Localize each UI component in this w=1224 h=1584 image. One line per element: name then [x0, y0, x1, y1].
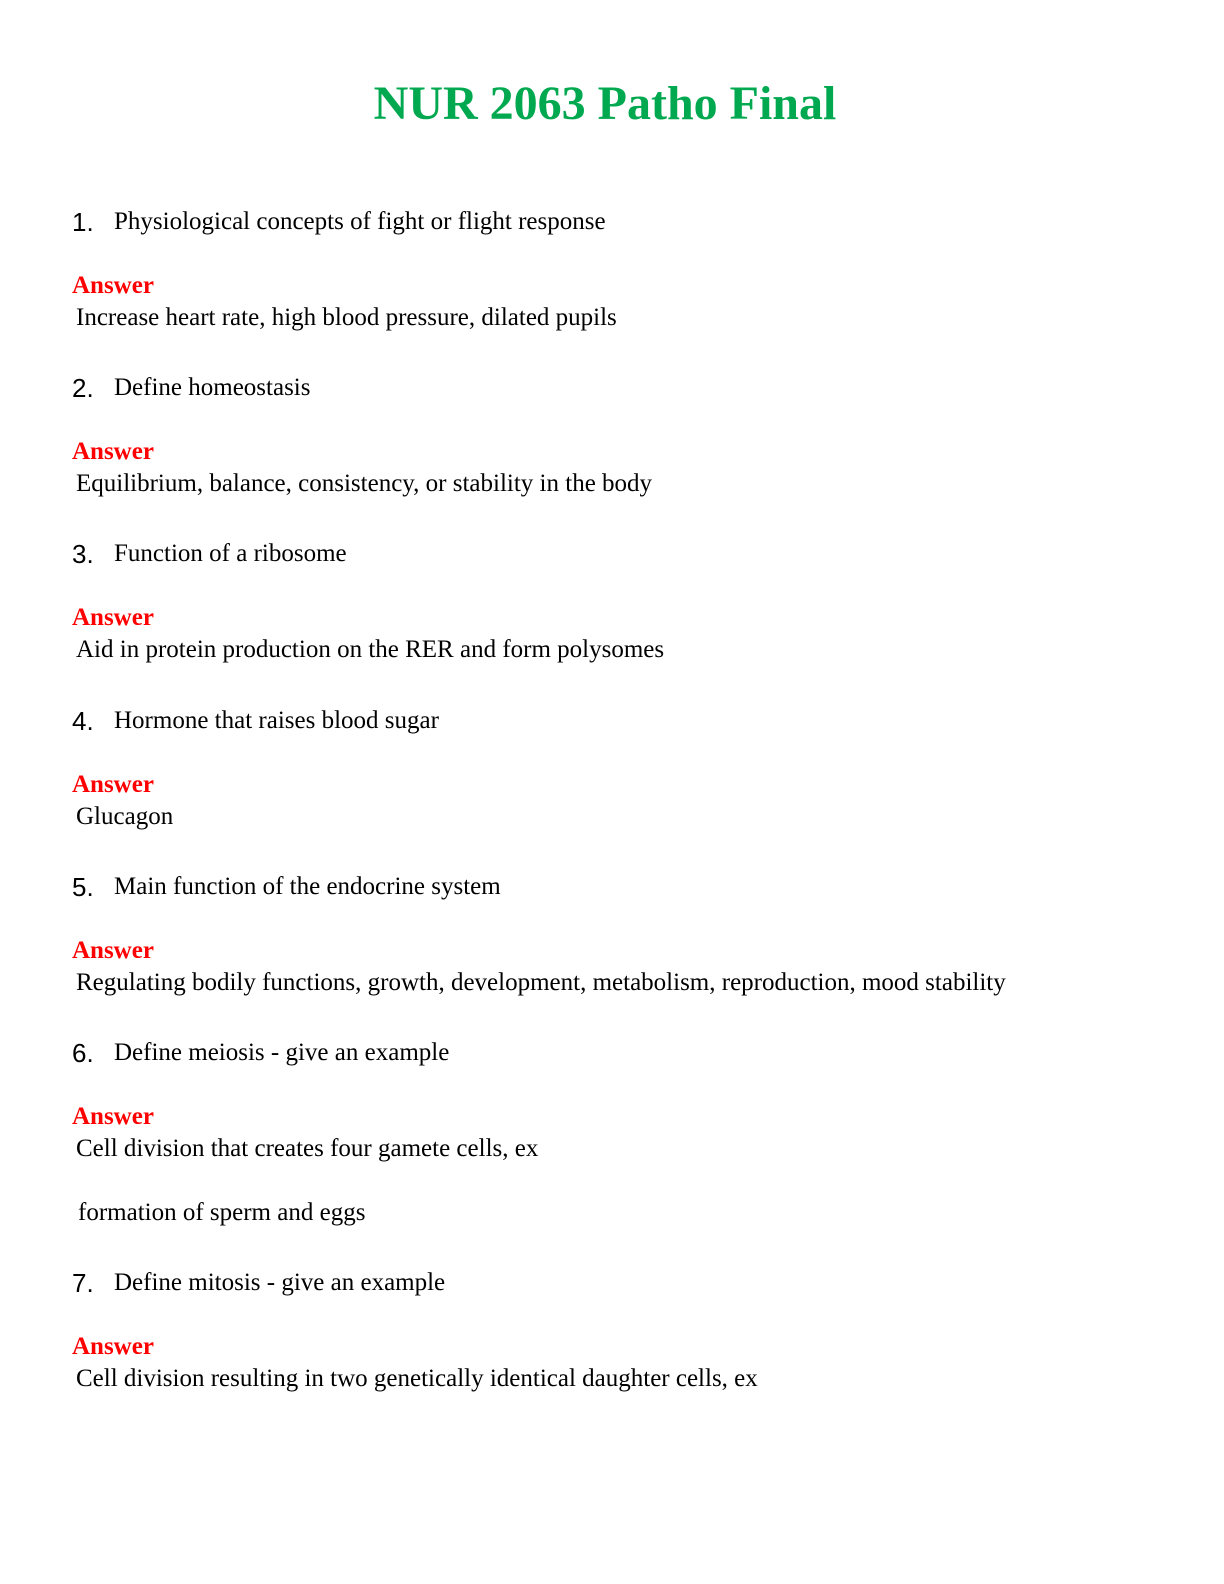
- answer-text: Regulating bodily functions, growth, development, metabolism, reproduction, mood stability: [76, 969, 1006, 996]
- answer-text: Glucagon: [76, 803, 174, 830]
- question-text: Physiological concepts of fight or flight response: [114, 208, 606, 235]
- answer-label: Answer: [72, 937, 154, 964]
- question-text: Define homeostasis: [114, 374, 311, 401]
- question-number: 2.: [72, 373, 94, 403]
- qa-item-3: [72, 536, 1172, 663]
- qa-item-1: [72, 204, 1172, 331]
- answer-text: Increase heart rate, high blood pressure, dilated pupils: [76, 304, 617, 331]
- answer-text: Equilibrium, balance, consistency, or stability in the body: [76, 470, 653, 497]
- qa-item-6: [72, 1035, 1172, 1226]
- answer-label: Answer: [72, 1103, 154, 1130]
- question: [72, 370, 1172, 406]
- question-text: Function of a ribosome: [114, 540, 347, 567]
- question-number: 6.: [72, 1038, 94, 1068]
- question: [72, 869, 1172, 905]
- question-text: Hormone that raises blood sugar: [114, 707, 439, 734]
- answer-text-continued: formation of sperm and eggs: [78, 1199, 366, 1226]
- qa-item-2: [72, 370, 1172, 497]
- qa-item-4: [72, 703, 1172, 830]
- qa-item-5: [72, 869, 1172, 996]
- answer-label: Answer: [72, 771, 154, 798]
- question-number: 5.: [72, 872, 94, 902]
- question: [72, 536, 1172, 572]
- answer-text: Cell division resulting in two genetically identical daughter cells, ex: [76, 1365, 758, 1392]
- qa-item-7: [72, 1265, 1172, 1392]
- answer-text: Aid in protein production on the RER and form polysomes: [76, 636, 665, 663]
- question-text: Main function of the endocrine system: [114, 873, 501, 900]
- question-text: Define mitosis - give an example: [114, 1269, 446, 1296]
- question: [72, 1265, 1172, 1301]
- question-number: 7.: [72, 1268, 94, 1298]
- question-number: 1.: [72, 207, 94, 237]
- answer-label: Answer: [72, 604, 154, 631]
- answer-label: Answer: [72, 438, 154, 465]
- question: [72, 1035, 1172, 1071]
- answer-label: Answer: [72, 272, 154, 299]
- question-number: 4.: [72, 706, 94, 736]
- question: [72, 204, 1172, 240]
- question-text: Define meiosis - give an example: [114, 1039, 450, 1066]
- question-number: 3.: [72, 539, 94, 569]
- answer-label: Answer: [72, 1333, 154, 1360]
- answer-text: Cell division that creates four gamete cells, ex: [76, 1135, 539, 1162]
- page-title: NUR 2063 Patho Final: [373, 77, 837, 130]
- question: [72, 703, 1172, 739]
